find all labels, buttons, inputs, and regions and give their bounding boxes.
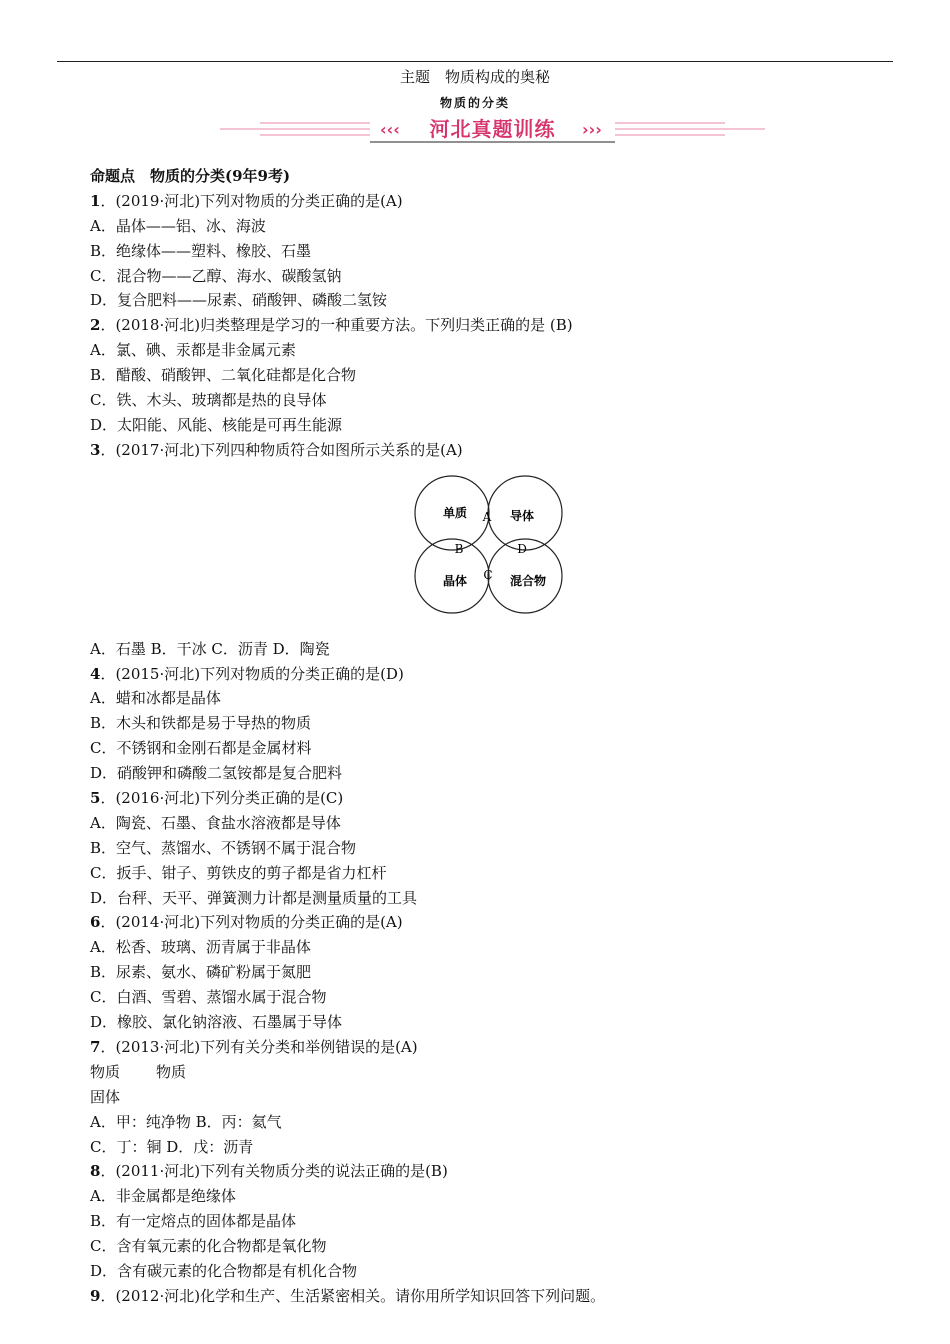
- question-8-option-a: A．非金属都是绝缘体: [90, 1187, 236, 1206]
- question-1-option-c: C．混合物——乙醇、海水、碳酸氢钠: [90, 266, 342, 285]
- question-9-stem: 9．(2012·河北)化学和生产、生活紧密相关。请你用所学知识回答下列问题。: [90, 1286, 606, 1305]
- question-7-table-row: 固体: [90, 1087, 121, 1106]
- question-5-option-b: B．空气、蒸馏水、不锈钢不属于混合物: [90, 838, 357, 857]
- question-6-option-c: C．白酒、雪碧、蒸馏水属于混合物: [90, 988, 327, 1007]
- question-8-stem: 8．(2011·河北)下列有关物质分类的说法正确的是(B): [90, 1162, 448, 1181]
- question-8-option-c: C．含有氧元素的化合物都是氧化物: [90, 1237, 327, 1256]
- question-7-table-cell: 物质: [90, 1062, 121, 1081]
- question-6-stem: 6．(2014·河北)下列对物质的分类正确的是(A): [90, 913, 403, 932]
- venn-region-a: A: [482, 509, 492, 524]
- header-rule: [57, 61, 893, 62]
- question-5-option-a: A．陶瓷、石墨、食盐水溶液都是导体: [90, 813, 341, 832]
- banner-left-chevrons: ‹‹‹: [380, 120, 400, 139]
- banner-title: 河北真题训练: [429, 117, 556, 141]
- question-1-option-b: B．绝缘体——塑料、橡胶、石墨: [90, 241, 312, 260]
- question-2-stem: 2．(2018·河北)归类整理是学习的一种重要方法。下列归类正确的是 (B): [90, 316, 573, 335]
- question-4-option-a: A．蜡和冰都是晶体: [90, 689, 221, 708]
- question-1-option-d: D．复合肥料——尿素、硝酸钾、磷酸二氢铵: [90, 291, 388, 310]
- question-4-option-d: D．硝酸钾和磷酸二氢铵都是复合肥料: [90, 764, 343, 783]
- page-subtitle: 物质的分类: [439, 96, 510, 110]
- question-6-option-d: D．橡胶、氯化钠溶液、石墨属于导体: [90, 1013, 343, 1032]
- section-title: 命题点 物质的分类(9年9考): [90, 167, 291, 185]
- question-3-options: A．石墨 B．干冰 C．沥青 D．陶瓷: [90, 639, 330, 658]
- question-4-option-c: C．不锈钢和金刚石都是金属材料: [90, 739, 312, 758]
- banner-right-chevrons: ›››: [582, 120, 602, 139]
- venn-region-b: B: [454, 541, 464, 556]
- section-banner: [220, 113, 765, 145]
- question-5-option-d: D．台秤、天平、弹簧测力计都是测量质量的工具: [90, 888, 418, 907]
- question-4-option-b: B．木头和铁都是易于导热的物质: [90, 714, 312, 733]
- venn-label-mixture: 混合物: [509, 573, 547, 588]
- venn-region-d: D: [517, 541, 527, 556]
- question-8-option-d: D．含有碳元素的化合物都是有机化合物: [90, 1261, 358, 1280]
- question-7-options-ab: A．甲：纯净物 B．丙：氦气: [90, 1112, 282, 1131]
- question-6-option-b: B．尿素、氨水、磷矿粉属于氮肥: [90, 963, 312, 982]
- question-7-options-cd: C．丁：铜 D．戊：沥青: [90, 1137, 254, 1156]
- question-1-option-a: A．晶体——铝、冰、海波: [90, 216, 266, 235]
- venn-label-elementary: 单质: [442, 505, 468, 520]
- question-6-option-a: A．松香、玻璃、沥青属于非晶体: [90, 938, 311, 957]
- venn-figure: [90, 463, 890, 637]
- question-7-stem: 7．(2013·河北)下列有关分类和举例错误的是(A): [90, 1037, 418, 1056]
- question-list: [90, 164, 890, 1309]
- venn-label-conductor: 导体: [509, 508, 535, 523]
- question-4-stem: 4．(2015·河北)下列对物质的分类正确的是(D): [90, 664, 404, 683]
- question-7-table-cell: 物质: [156, 1062, 187, 1081]
- question-2-option-d: D．太阳能、风能、核能是可再生能源: [90, 415, 343, 434]
- question-8-option-b: B．有一定熔点的固体都是晶体: [90, 1212, 297, 1231]
- venn-region-c: C: [483, 567, 493, 582]
- question-2-option-b: B．醋酸、硝酸钾、二氧化硅都是化合物: [90, 366, 357, 385]
- venn-label-crystal: 晶体: [442, 573, 468, 588]
- question-5-stem: 5．(2016·河北)下列分类正确的是(C): [90, 789, 344, 808]
- venn-diagram: [412, 473, 572, 621]
- question-3-stem: 3．(2017·河北)下列四种物质符合如图所示关系的是(A): [90, 440, 463, 459]
- question-1-stem: 1．(2019·河北)下列对物质的分类正确的是(A): [90, 191, 403, 210]
- question-7-table-row: [90, 1060, 890, 1085]
- page-title: 主题 物质构成的奥秘: [399, 68, 550, 86]
- question-2-option-a: A．氯、碘、汞都是非金属元素: [90, 341, 296, 360]
- question-5-option-c: C．扳手、钳子、剪铁皮的剪子都是省力杠杆: [90, 863, 387, 882]
- question-2-option-c: C．铁、木头、玻璃都是热的良导体: [90, 391, 327, 410]
